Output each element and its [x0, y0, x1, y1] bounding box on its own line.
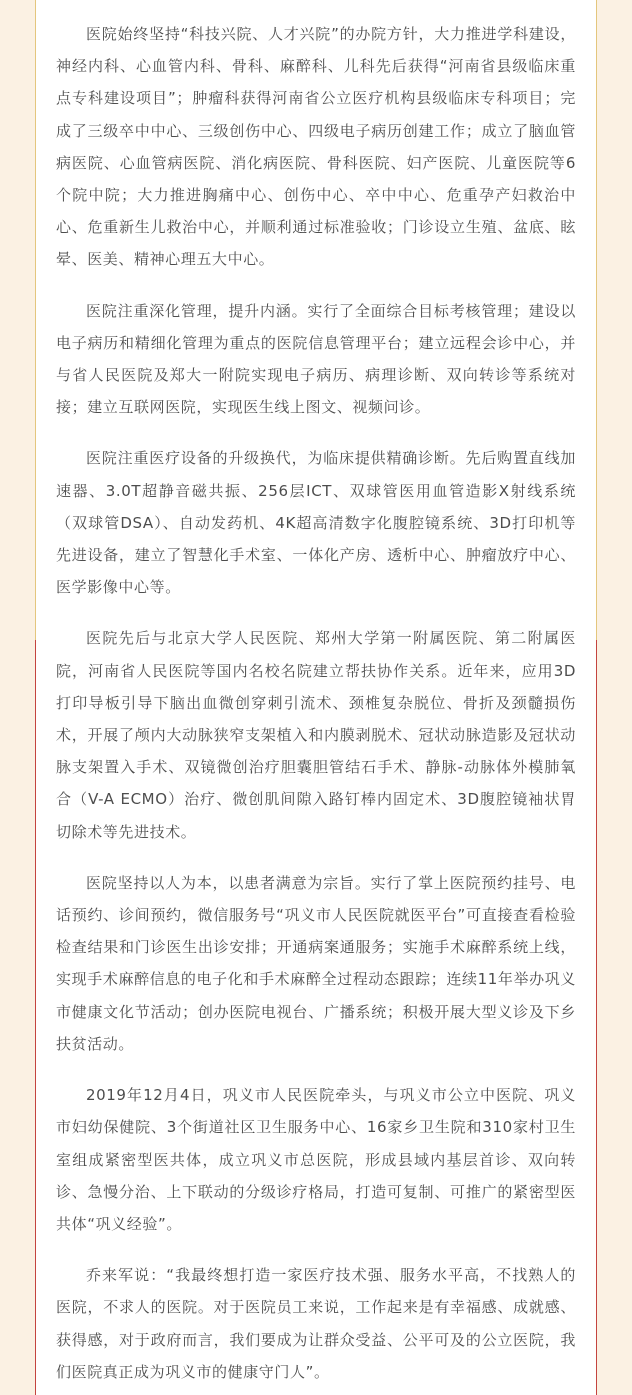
frame-border-right-gold: [596, 0, 597, 640]
paragraph-management: 医院注重深化管理，提升内涵。实行了全面综合目标考核管理；建设以电子病历和精细化管理为重点的医院信息管理平台；建立远程会诊中心，并与省人民医院及郑大一附院实现电子病历、病理诊断、双向转诊等系统对接；建立互联网医院，实现医生线上图文、视频问诊。: [56, 301, 576, 417]
article-body: [36, 0, 596, 1395]
paragraph-patient-service: 医院坚持以人为本，以患者满意为宗旨。实行了掌上医院预约挂号、电话预约、诊间预约，微信服务号“巩义市人民医院就医平台”可直接查看检验检查结果和门诊医生出诊安排；开通病案通服务；实施手术麻醉系统上线，实现手术麻醉信息的电子化和手术麻醉全过程动态跟踪；连续11年举办巩义市健康文化节活动；创办医院电视台、广播系统；积极开展大型义诊及下乡扶贫活动。: [56, 873, 576, 1053]
paragraph-equipment: 医院注重医疗设备的升级换代，为临床提供精确诊断。先后购置直线加速器、3.0T超静音磁共振、256层ICT、双球管医用血管造影X射线系统（双球管DSA）、自动发药机、4K超高清数字化腹腔镜系统、3D打印机等先进设备，建立了智慧化手术室、一体化产房、透析中心、肿瘤放疗中心、医学影像中心等。: [56, 449, 576, 597]
paragraph-quote: 乔来军说：“我最终想打造一家医疗技术强、服务水平高，不找熟人的医院，不求人的医院。对于医院员工来说，工作起来是有幸福感、成就感、获得感，对于政府而言，我们要成为让群众受益、公平可及的公立医院，我们医院真正成为巩义市的健康守门人”。: [56, 1266, 576, 1381]
frame-border-right-red: [596, 640, 597, 1395]
paragraph-cooperation: 医院先后与北京大学人民医院、郑州大学第一附属医院、第二附属医院，河南省人民医院等国内名校名院建立帮扶协作关系。近年来，应用3D打印导板引导下脑出血微创穿刺引流术、颈椎复杂脱位、骨折及颈髓损伤术，开展了颅内大动脉狭窄支架植入和内膜剥脱术、冠状动脉造影及冠状动脉支架置入手术、双镜微创治疗胆囊胆管结石手术、静脉-动脉体外模肺氧合（V-A ECMO）治疗、微创肌间隙入路钉棒内固定术、3D腹腔镜袖状胃切除术等先进技术。: [56, 629, 576, 841]
paragraph-disciplines: 医院始终坚持“科技兴院、人才兴院”的办院方针，大力推进学科建设，神经内科、心血管内科、骨科、麻醉科、儿科先后获得“河南省县级临床重点专科建设项目”；肿瘤科获得河南省公立医疗机构县级临床专科项目；完成了三级卒中中心、三级创伤中心、四级电子病历创建工作；成立了脑血管病医院、心血管病医院、消化病医院、骨科医院、妇产医院、儿童医院等6个院中院；大力推进胸痛中心、创伤中心、卒中中心、危重孕产妇救治中心、危重新生儿救治中心，并顺利通过标准验收；门诊设立生殖、盆底、眩晕、医美、精神心理五大中心。: [56, 25, 576, 269]
paragraph-medical-community: 2019年12月4日，巩义市人民医院牵头，与巩义市公立中医院、巩义市妇幼保健院、3个街道社区卫生服务中心、16家乡卫生院和310家村卫生室组成紧密型医共体，成立巩义市总医院，形成县域内基层首诊、双向转诊、急慢分治、上下联动的分级诊疗格局，打造可复制、可推广的紧密型医共体“巩义经验”。: [56, 1086, 576, 1233]
